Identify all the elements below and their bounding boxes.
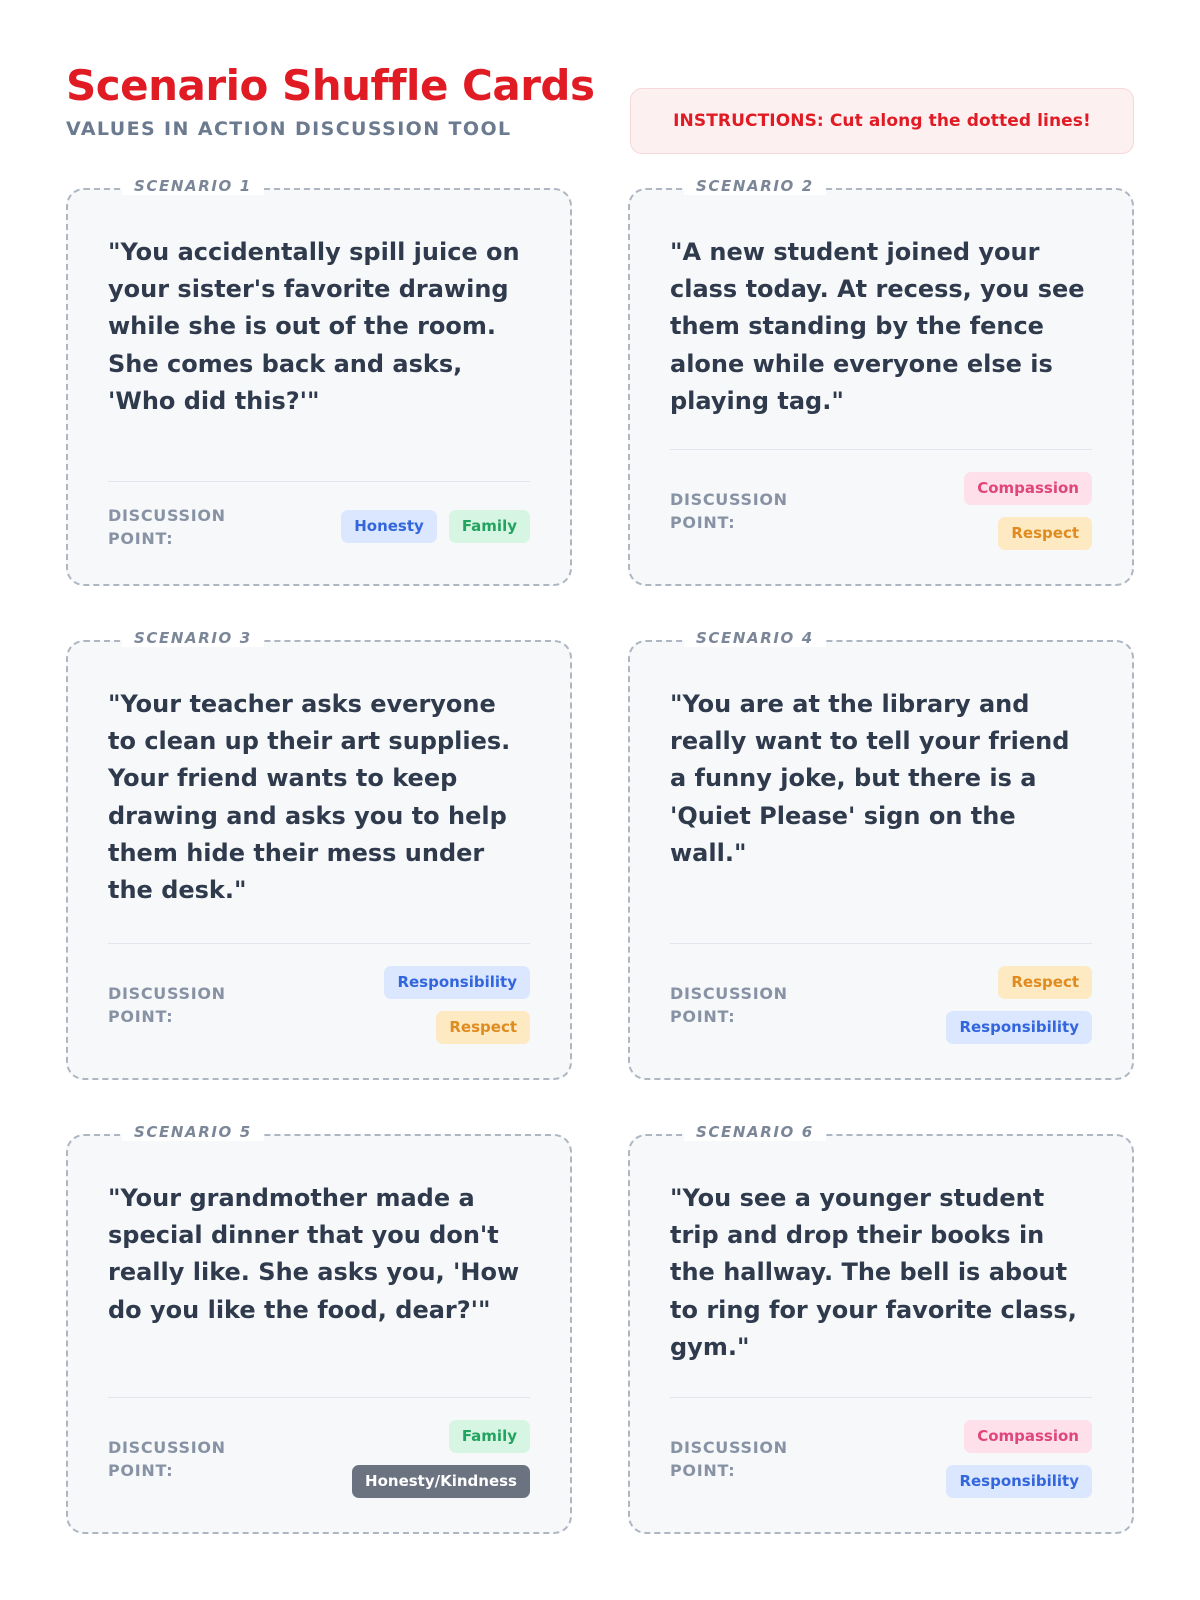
instructions-banner [630,88,1134,154]
discussion-point-label: DISCUSSION POINT: [108,983,226,1026]
scenario-card-4-footer [670,943,1092,1044]
scenario-card-4 [628,640,1134,1080]
value-tag: Compassion [964,1420,1092,1453]
scenario-card-2 [628,188,1134,586]
scenario-card-4-label: SCENARIO 4 [684,629,826,647]
scenario-card-3-footer [108,943,530,1044]
scenario-card-2-text: "A new student joined your class today. At recess, you see them standing by the fence alone while everyone else is playing tag." [670,238,1085,415]
instructions-text: INSTRUCTIONS: Cut along the dotted lines! [673,111,1091,131]
scenario-card-1 [66,188,572,586]
value-tag: Family [449,1420,530,1453]
discussion-point-label: DISCUSSION POINT: [108,1437,226,1480]
scenario-card-4-wrapper [628,629,1134,1080]
discussion-point-label: DISCUSSION POINT: [670,983,788,1026]
scenario-card-6-tags [859,1420,1092,1498]
page-title: Scenario Shuffle Cards [66,61,595,110]
scenario-card-6-text: "You see a younger student trip and drop their books in the hallway. The bell is about to ring for your favorite class, gym." [670,1184,1077,1361]
scenario-card-5-label: SCENARIO 5 [122,1123,264,1141]
scenario-card-2-wrapper [628,177,1134,586]
scenario-card-2-label: SCENARIO 2 [684,177,826,195]
scenario-card-5-wrapper [66,1123,572,1534]
value-tag: Honesty/Kindness [352,1465,530,1498]
scenario-card-5-footer [108,1397,530,1498]
value-tag: Responsibility [946,1465,1092,1498]
discussion-point-label: DISCUSSION POINT: [670,1437,788,1480]
header-title-block [66,60,595,140]
scenario-card-2-tags [859,472,1092,550]
value-tag: Responsibility [384,966,530,999]
scenario-card-1-wrapper [66,177,572,586]
scenario-card-2-footer [670,449,1092,550]
value-tag: Family [449,510,530,543]
scenario-card-grid [66,177,1134,1534]
scenario-card-3 [66,640,572,1080]
scenario-card-1-label: SCENARIO 1 [122,177,264,195]
page-subtitle: VALUES IN ACTION DISCUSSION TOOL [66,118,512,141]
page-header [66,60,1134,154]
scenario-card-6-footer [670,1397,1092,1498]
scenario-card-6-label: SCENARIO 6 [684,1123,826,1141]
scenario-card-1-tags [341,510,530,543]
scenario-card-4-tags [859,966,1092,1044]
value-tag: Respect [998,517,1092,550]
scenario-card-5-tags [297,1420,530,1498]
value-tag: Respect [998,966,1092,999]
discussion-point-label: DISCUSSION POINT: [108,505,226,548]
scenario-card-5 [66,1134,572,1534]
scenario-card-3-label: SCENARIO 3 [122,629,264,647]
scenario-card-6-wrapper [628,1123,1134,1534]
value-tag: Compassion [964,472,1092,505]
scenario-card-3-wrapper [66,629,572,1080]
discussion-point-label: DISCUSSION POINT: [670,489,788,532]
value-tag: Honesty [341,510,437,543]
scenario-card-5-text: "Your grandmother made a special dinner that you don't really like. She asks you, 'How do you like the food, dear?'" [108,1184,520,1324]
value-tag: Respect [436,1011,530,1044]
scenario-card-3-text: "Your teacher asks everyone to clean up their art supplies. Your friend wants to keep drawing and asks you to help them hide their mess under the desk." [108,690,511,904]
scenario-card-6 [628,1134,1134,1534]
scenario-card-3-tags [297,966,530,1044]
scenario-card-1-footer [108,481,530,550]
value-tag: Responsibility [946,1011,1092,1044]
scenario-card-4-text: "You are at the library and really want to tell your friend a funny joke, but there is a 'Quiet Please' sign on the wall." [670,690,1070,867]
scenario-card-1-text: "You accidentally spill juice on your sister's favorite drawing while she is out of the room. She comes back and asks, 'Who did this?'" [108,238,520,415]
